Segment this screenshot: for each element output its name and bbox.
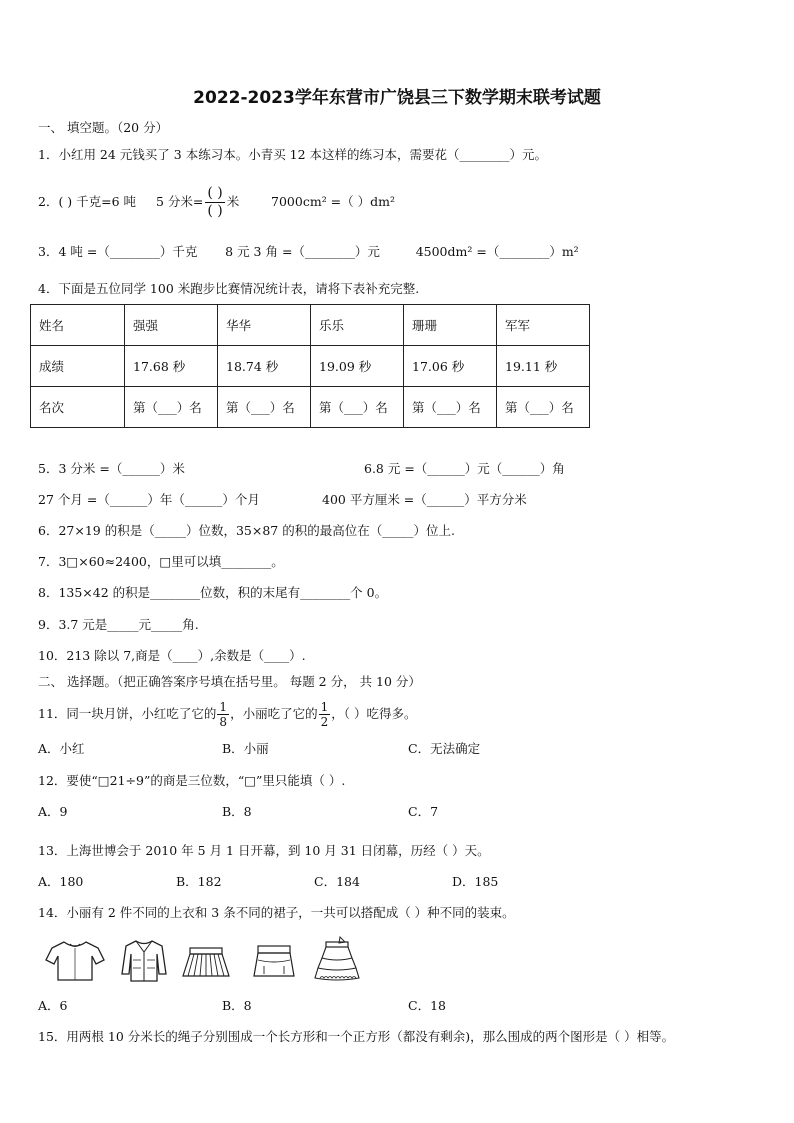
q2-fraction-denominator: ( ) xyxy=(207,203,223,219)
option-a[interactable]: A．小红 xyxy=(38,741,85,756)
table-cell: 第（___）名 xyxy=(311,387,404,428)
table-row-names xyxy=(31,305,590,346)
q11-text-a: 11．同一块月饼，小红吃了它的 xyxy=(38,706,217,721)
option-c[interactable]: C．7 xyxy=(408,804,439,819)
table-cell: 强强 xyxy=(125,305,218,346)
q2-part-b: 5 分米= xyxy=(155,194,204,209)
table-row-scores xyxy=(31,346,590,387)
table-cell: 第（___）名 xyxy=(125,387,218,428)
option-a[interactable]: A．6 xyxy=(38,998,68,1013)
table-cell: 军军 xyxy=(497,305,590,346)
q2-part-a: 2．( ) 千克=6 吨 xyxy=(38,194,137,209)
ruffled-skirt-icon xyxy=(312,934,362,982)
option-b[interactable]: B．小丽 xyxy=(222,741,269,756)
question-15: 15．用两根 10 分米长的绳子分别围成一个长方形和一个正方形（都没有剩余)，那么围成的两个图形是（ ）相等。 xyxy=(38,1029,675,1044)
question-5-c: 27 个月 =（______）年（______）个月 xyxy=(38,492,260,507)
question-12: 12．要使“□21÷9”的商是三位数，“□”里只能填（ ）. xyxy=(38,773,346,788)
option-d[interactable]: D．185 xyxy=(452,874,499,889)
question-2 xyxy=(38,184,395,220)
q11-fraction-2-numerator: 1 xyxy=(320,700,329,714)
table-cell: 17.06 秒 xyxy=(404,346,497,387)
page-title: 2022-2023学年东营市广饶县三下数学期末联考试题 xyxy=(193,88,601,108)
table-row-ranks xyxy=(31,387,590,428)
jacket-icon xyxy=(120,938,168,984)
option-c[interactable]: C．184 xyxy=(314,874,360,889)
q11-text-c: ，（ ）吃得多。 xyxy=(331,706,417,721)
table-cell: 第（___）名 xyxy=(404,387,497,428)
table-cell: 华华 xyxy=(218,305,311,346)
question-5-d: 400 平方厘米 =（______）平方分米 xyxy=(322,492,527,507)
question-9: 9．3.7 元是_____元_____角. xyxy=(38,617,199,632)
option-b[interactable]: B．8 xyxy=(222,998,252,1013)
question-7: 7．3□×60≈2400，□里可以填________。 xyxy=(38,554,284,569)
table-cell: 17.68 秒 xyxy=(125,346,218,387)
section-choice-heading: 二、 选择题。（把正确答案序号填在括号里。 每题 2 分， 共 10 分） xyxy=(38,674,421,689)
question-5-a: 5．3 分米 =（______）米 xyxy=(38,461,185,476)
question-4: 4．下面是五位同学 100 米跑步比赛情况统计表，请将下表补充完整. xyxy=(38,281,420,296)
question-13: 13．上海世博会于 2010 年 5 月 1 日开幕，到 10 月 31 日闭幕，历经（ ）天。 xyxy=(38,843,490,858)
q2-fraction-numerator: ( ) xyxy=(207,185,223,201)
q2-fraction xyxy=(205,185,224,220)
option-a[interactable]: A．180 xyxy=(38,874,84,889)
question-8: 8．135×42 的积是________位数，积的末尾有________个 0。 xyxy=(38,585,388,600)
table-cell: 名次 xyxy=(31,387,125,428)
option-c[interactable]: C．无法确定 xyxy=(408,741,481,756)
option-b[interactable]: B．182 xyxy=(176,874,222,889)
table-cell: 姓名 xyxy=(31,305,125,346)
option-b[interactable]: B．8 xyxy=(222,804,252,819)
table-cell: 19.11 秒 xyxy=(497,346,590,387)
q3-part-a: 3．4 吨 =（________）千克 xyxy=(38,244,198,259)
question-6: 6．27×19 的积是（_____）位数，35×87 的积的最高位在（_____）位上. xyxy=(38,523,455,538)
q11-fraction-one-eighth xyxy=(217,700,229,729)
question-11 xyxy=(38,697,416,731)
table-cell: 18.74 秒 xyxy=(218,346,311,387)
q11-text-b: ，小丽吃了它的 xyxy=(230,706,318,721)
q11-fraction-2-denominator: 2 xyxy=(320,715,329,729)
question-10: 10．213 除以 7,商是（____）,余数是（____）. xyxy=(38,648,306,663)
q3-part-b: 8 元 3 角 =（________）元 xyxy=(225,244,380,259)
table-cell: 19.09 秒 xyxy=(311,346,404,387)
table-cell: 第（___）名 xyxy=(497,387,590,428)
question-3 xyxy=(38,243,579,261)
table-cell: 珊珊 xyxy=(404,305,497,346)
q2-part-c: 米 xyxy=(226,194,240,209)
race-results-table xyxy=(30,304,590,428)
option-a[interactable]: A．9 xyxy=(38,804,68,819)
short-skirt-icon xyxy=(250,944,298,980)
table-cell: 第（___）名 xyxy=(218,387,311,428)
question-14: 14．小丽有 2 件不同的上衣和 3 条不同的裙子，一共可以搭配成（ ）种不同的装束。 xyxy=(38,905,515,920)
section-fill-blank-heading: 一、 填空题。（20 分） xyxy=(38,120,169,135)
table-cell: 乐乐 xyxy=(311,305,404,346)
shirt-icon xyxy=(44,938,106,984)
q11-fraction-one-half xyxy=(319,700,331,729)
pleated-skirt-icon xyxy=(180,946,232,980)
q3-part-c: 4500dm² =（________）m² xyxy=(415,244,579,259)
question-1: 1．小红用 24 元钱买了 3 本练习本。小青买 12 本这样的练习本，需要花（________）元。 xyxy=(38,147,548,162)
q11-fraction-1-denominator: 8 xyxy=(219,715,228,729)
question-5-b: 6.8 元 =（______）元（______）角 xyxy=(364,461,565,476)
q11-fraction-1-numerator: 1 xyxy=(219,700,228,714)
option-c[interactable]: C．18 xyxy=(408,998,446,1013)
q2-part-d: 7000cm² =（ ）dm² xyxy=(271,194,395,209)
table-cell: 成绩 xyxy=(31,346,125,387)
